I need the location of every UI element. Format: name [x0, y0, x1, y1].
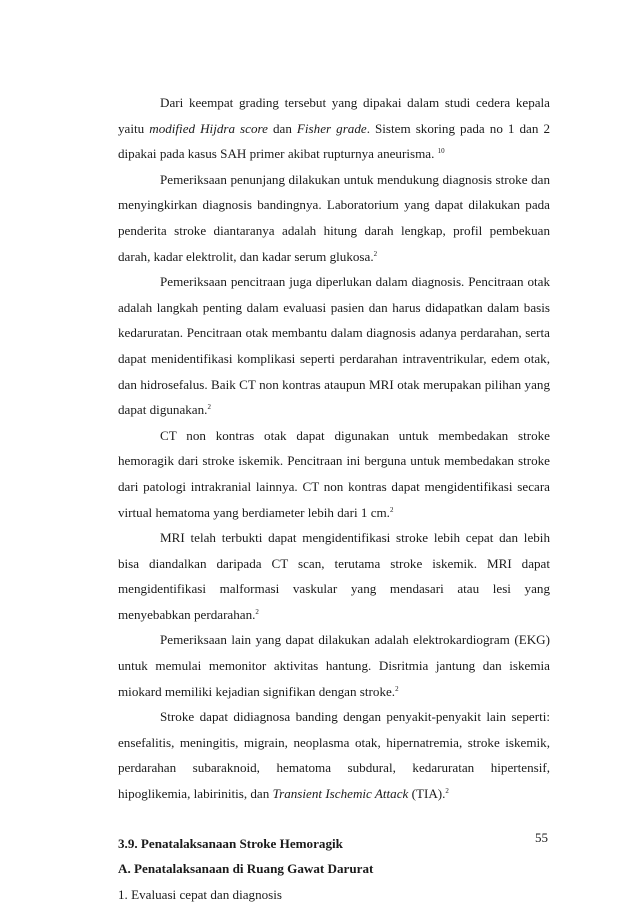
paragraph-text: . Sistem skoring pada no 1 dan 2 dipakai pada kasus SAH primer akibat rupturnya aneurisma. — [118, 120, 550, 162]
citation-ref: 2 — [207, 403, 211, 412]
citation-ref: 2 — [445, 787, 449, 796]
paragraph-text: Pemeriksaan pencitraan juga diperlukan dalam diagnosis. Pencitraan otak adalah langkah penting dalam evaluasi pasien dan harus didapatkan dalam basis kedaruratan. Pencitraan otak membantu dalam diagnosis adanya perdarahan, serta dapat menidentifikasi komplikasi seperti perdarahan intraventrikular, edem otak, dan hidrosefalus. Baik CT non kontras ataupun MRI otak merupakan pilihan yang dapat digunakan. — [118, 274, 550, 418]
subsection-heading: A. Penatalaksanaan di Ruang Gawat Darurat — [118, 861, 374, 877]
citation-ref: 2 — [373, 249, 378, 258]
paragraph-laboratory — [118, 167, 550, 269]
paragraph-text: dan — [267, 120, 297, 136]
paragraph-imaging — [118, 269, 550, 423]
page-number: 55 — [535, 830, 548, 845]
citation-ref: 2 — [389, 505, 394, 514]
paragraph-grading — [118, 90, 550, 167]
paragraph-differential — [118, 704, 550, 806]
paragraph-text: Pemeriksaan lain yang dapat dilakukan adalah elektrokardiogram (EKG) untuk memulai memonitor aktivitas hantung. Disritmia jantung dan iskemia miokard memiliki kejadian signifikan dengan stroke. — [118, 632, 550, 699]
italic-term: Transient Ischemic Attack — [272, 786, 409, 802]
paragraph-text: Dari keempat grading tersebut yang dipakai dalam studi cedera kepala yaitu — [118, 95, 550, 136]
list-item: 1. Evaluasi cepat dan diagnosis — [118, 886, 282, 902]
italic-term: Fisher grade — [296, 120, 367, 136]
italic-term: modified Hijdra score — [149, 120, 268, 136]
paragraph-text: CT non kontras otak dapat digunakan untuk membedakan stroke hemoragik dari stroke iskemik. Pencitraan ini berguna untuk membedakan stroke dari patologi intrakranial lainnya. CT non kontras dapat mengidentifikasi secara virtual hematoma yang berdiameter lebih dari 1 cm. — [118, 427, 550, 520]
citation-ref: 2 — [395, 684, 399, 693]
paragraph-text: (TIA). — [408, 786, 446, 802]
paragraph-ekg — [118, 627, 550, 704]
section-heading: 3.9. Penatalaksanaan Stroke Hemoragik — [118, 835, 343, 851]
paragraph-text: MRI telah terbukti dapat mengidentifikasi stroke lebih cepat dan lebih bisa diandalkan daripada CT scan, terutama stroke iskemik. MRI dapat mengidentifikasi malformasi vaskular yang mendasari atau lesi yang menyebabkan perdarahan. — [118, 530, 550, 622]
paragraph-ct — [118, 423, 550, 525]
paragraph-mri — [118, 525, 550, 627]
section-spacer — [118, 807, 550, 831]
paragraph-text: Pemeriksaan penunjang dilakukan untuk mendukung diagnosis stroke dan menyingkirkan diagnosis bandingnya. Laboratorium yang dapat dilakukan pada penderita stroke diantaranya adalah hitung darah lengkap, profil pembekuan darah, kadar elektrolit, dan kadar serum glukosa. — [118, 171, 550, 264]
citation-ref: 2 — [255, 607, 259, 616]
citation-ref: 10 — [437, 147, 445, 156]
paragraph-text: Stroke dapat didiagnosa banding dengan penyakit-penyakit lain seperti: ensefalitis, meningitis, migrain, neoplasma otak, hipernatremia, stroke iskemik, perdarahan subaraknoid, hematoma subdural, kedaruratan hipertensif, hipoglikemia, labirinitis, dan — [118, 709, 550, 802]
